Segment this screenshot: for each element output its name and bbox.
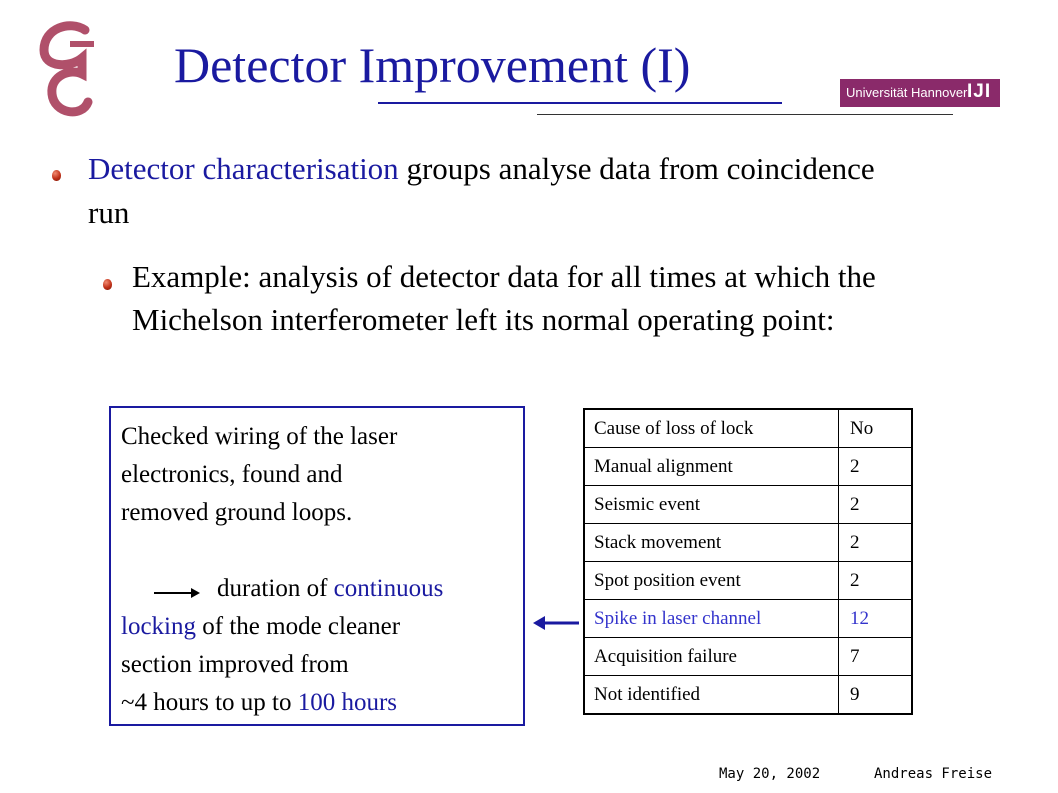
box-line: electronics, found and [121,461,343,488]
loss-of-lock-table [583,408,913,715]
table-row-highlighted [585,600,911,638]
table-row [585,448,911,486]
box-line [121,690,397,715]
table-cell-cause: Acquisition failure [594,646,737,667]
table-row [585,562,911,600]
box-line5-rest: of the mode cleaner [196,613,401,640]
table-cell-no: 12 [850,608,869,629]
table-row [585,638,911,676]
arrow-right-icon [154,587,200,599]
footer-author: Andreas Freise [874,766,993,782]
main-bullet-rest: groups analyse data from coincidence run [88,151,875,230]
university-logo [840,79,1000,107]
table-cell-cause: Not identified [594,684,701,705]
table-cell-no: 2 [850,532,860,553]
table-header-row [585,410,911,448]
footer-date: May 20, 2002 [719,766,821,782]
table-cell-cause: Spot position event [594,570,741,591]
university-logo-mark: IJI [967,81,992,102]
result-box [109,406,525,726]
table-cell-cause: Seismic event [594,494,701,515]
box-line: Checked wiring of the laser [121,423,398,450]
table-cell-no: 2 [850,494,860,515]
table-row [585,524,911,562]
table-cell-no: 9 [850,684,860,705]
box-line7-highlight: 100 hours [297,689,398,716]
table-cell-no: 2 [850,456,860,477]
table-header-cause: Cause of loss of lock [594,418,754,439]
header-divider [537,114,953,115]
institute-logo [30,18,110,128]
box-line: section improved from [121,651,349,678]
box-line5-highlight: locking [121,613,196,640]
university-logo-text: Universität Hannover [846,85,968,100]
box-line: removed ground loops. [121,499,353,526]
title-underline [378,102,782,104]
bullet-icon [52,170,61,181]
table-row [585,486,911,524]
table-cell-cause: Stack movement [594,532,722,553]
bullet-icon [103,279,112,290]
box-line4-prefix: duration of [217,575,334,602]
box-line [121,614,400,639]
sub-bullet-text: Example: analysis of detector data for all times at which the Michelson interferometer left its normal operating point: [132,259,876,337]
box-line7-prefix: ~4 hours to up to [121,689,298,716]
arrow-left-icon [533,614,579,632]
table-cell-no: 7 [850,646,860,667]
box-line [217,576,443,601]
table-row [585,676,911,714]
main-bullet-text [88,147,888,235]
main-bullet-highlight: Detector characterisation [88,151,399,186]
table-cell-cause: Spike in laser channel [594,608,762,629]
table-header-no: No [850,418,874,439]
box-line4-highlight: continuous [333,575,444,602]
table-cell-no: 2 [850,570,860,591]
page-title: Detector Improvement (I) [174,37,691,93]
table-cell-cause: Manual alignment [594,456,733,477]
